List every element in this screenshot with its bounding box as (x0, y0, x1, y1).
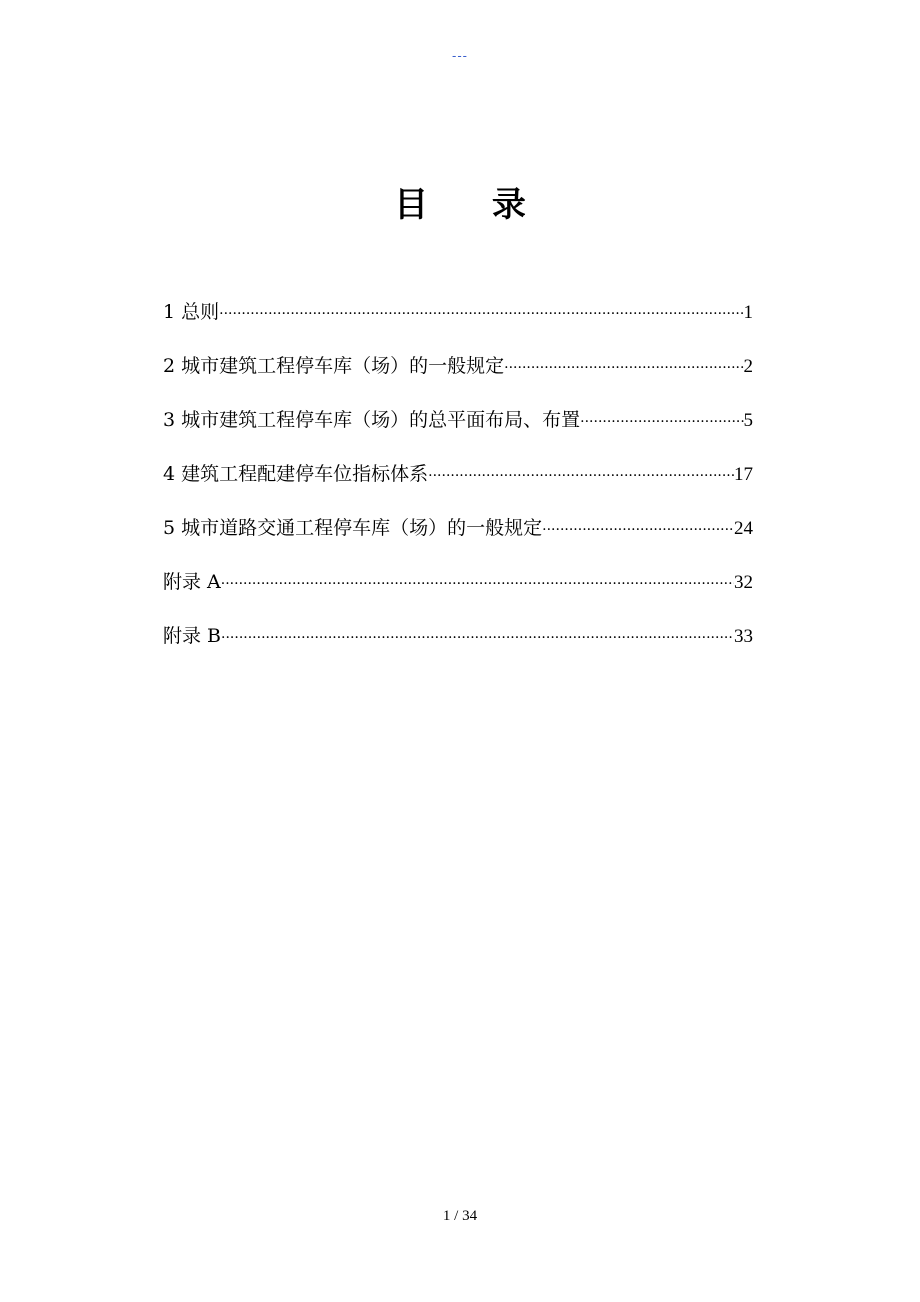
toc-dot-leader (504, 353, 743, 383)
toc-entry-page: 1 (743, 302, 753, 323)
toc-entry-label: 5 城市道路交通工程停车库（场）的一般规定 (163, 517, 543, 539)
toc-entry-page: 5 (743, 410, 753, 431)
page-number-indicator: 1 / 34 (442, 1208, 478, 1224)
toc-entry-page: 32 (734, 572, 753, 593)
toc-entry-3[interactable] (163, 405, 753, 459)
toc-entry-label: 附录 B (163, 625, 222, 647)
toc-entry-page: 2 (743, 356, 753, 377)
toc-dot-leader (219, 299, 743, 329)
toc-entry-2[interactable] (163, 351, 753, 405)
toc-entry-page: 33 (734, 626, 753, 647)
toc-entry-label: 2 城市建筑工程停车库（场）的一般规定 (163, 355, 505, 377)
toc-entry-label: 附录 A (163, 571, 221, 593)
toc-entry-4[interactable] (163, 459, 753, 513)
toc-dot-leader (221, 569, 734, 599)
header-mark: --- (452, 48, 468, 63)
toc-entry-5[interactable] (163, 513, 753, 567)
toc-list (163, 297, 753, 675)
toc-entry-1[interactable] (163, 297, 753, 351)
toc-entry-label: 1 总则 (163, 301, 220, 323)
toc-entry-page: 24 (734, 518, 753, 539)
toc-dot-leader (580, 407, 743, 437)
toc-entry-appendix-b[interactable] (163, 621, 753, 675)
toc-title: 目 录 (394, 185, 552, 225)
toc-entry-label: 3 城市建筑工程停车库（场）的总平面布局、布置 (163, 409, 581, 431)
toc-dot-leader (542, 515, 734, 545)
toc-entry-label: 4 建筑工程配建停车位指标体系 (163, 463, 429, 485)
toc-dot-leader (428, 461, 734, 491)
toc-entry-page: 17 (734, 464, 753, 485)
toc-dot-leader (221, 623, 734, 653)
toc-entry-appendix-a[interactable] (163, 567, 753, 621)
